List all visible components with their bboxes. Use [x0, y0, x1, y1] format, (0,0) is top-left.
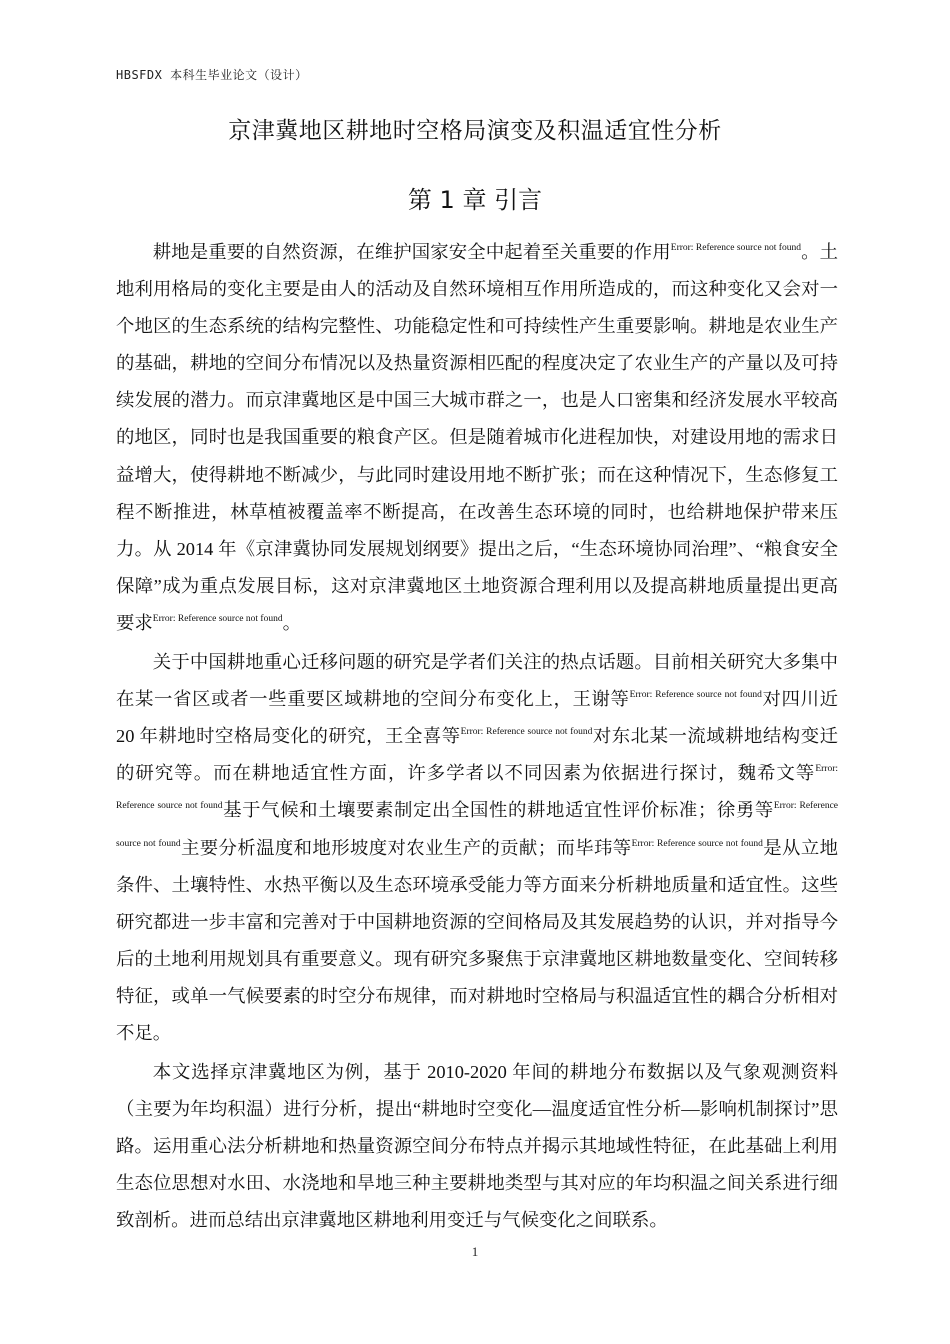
citation-error: Error: Reference source not found [116, 764, 838, 812]
citation-error: Error: Reference source not found [631, 838, 763, 849]
page-number: 1 [471, 1244, 479, 1259]
citation-error: Error: Reference source not found [629, 690, 762, 701]
paragraph-text: 耕地是重要的自然资源，在维护国家安全中起着至关重要的作用 [152, 242, 671, 262]
chapter-heading: 第 1 章 引言 [407, 186, 543, 214]
citation-error: Error: Reference source not found [670, 243, 801, 253]
body-text [116, 234, 838, 1240]
paragraph-text: 基于气候和土壤要素制定出全国性的耕地适宜性评价标准；徐勇等 [222, 800, 774, 821]
citation-error: Error: Reference source not found [460, 727, 593, 738]
paragraph-text: 对东北某一流域耕地结构变迁的研究等。而在耕地适宜性方面，许多学者以不同因素为依据进行探讨，魏希文等 [116, 726, 838, 784]
paragraph-text: 关于中国耕地重心迁移问题的研究是学者们关注的热点话题。目前相关研究大多集中在某一省区或者一些重要区域耕地的空间分布变化上，王谢等 [116, 652, 838, 710]
paragraph-text: 主要分析温度和地形坡度对农业生产的贡献；而毕玮等 [180, 837, 632, 858]
paragraph-text: 是从立地条件、土壤特性、水热平衡以及生态环境承受能力等方面来分析耕地质量和适宜性。这些研究都进一步丰富和完善对于中国耕地资源的空间格局及其发展趋势的认识，并对指导今后的土地利用规划具有重要意义。现有研究多聚焦于京津冀地区耕地数量变化、空间转移特征，或单一气候要素的时空分布规律，而对耕地时空格局与积温适宜性的耦合分析相对不足。 [116, 837, 838, 1043]
running-header: HBSFDX 本科生毕业论文（设计） [116, 68, 308, 82]
paragraph-text: 。土地利用格局的变化主要是由人的活动及自然环境相互作用所造成的，而这种变化又会对一个地区的生态系统的结构完整性、功能稳定性和可持续性产生重要影响。耕地是农业生产的基础，耕地的空间分布情况以及热量资源相匹配的程度决定了农业生产的产量以及可持续发展的潜力。而京津冀地区是中国三大城市群之一，也是人口密集和经济发展水平较高的地区，同时也是我国重要的粮食产区。但是随着城市化进程加快，对建设用地的需求日益增大，使得耕地不断减少，与此同时建设用地不断扩张；而在这种情况下，生态修复工程不断推进，林草植被覆盖率不断提高，在改善生态环境的同时，也给耕地保护带来压力。从 2014 年《京津冀协同发展规划纲要》提出之后，“生态环境协同治理”、“粮食安全保障”成为重点发展目标，这对京津冀地区土地资源合理利用以及提高耕地质量提出更高要求 [116, 242, 838, 633]
paragraph [116, 234, 838, 642]
paragraph [116, 1054, 838, 1239]
paragraph [116, 644, 838, 1052]
thesis-title: 京津冀地区耕地时空格局演变及积温适宜性分析 [228, 118, 722, 144]
paragraph-text: 对四川近 20 年耕地时空格局变化的研究，王全喜等 [116, 689, 838, 747]
citation-error: Error: Reference source not found [152, 613, 283, 624]
paragraph-text: 本文选择京津冀地区为例，基于 2010-2020 年间的耕地分布数据以及气象观测资料（主要为年均积温）进行分析，提出“耕地时空变化—温度适宜性分析—影响机制探讨”思路。运用重心法分析耕地和热量资源空间分布特点并揭示其地域性特征，在此基础上利用生态位思想对水田、水浇地和旱地三种主要耕地类型与其对应的年均积温之间关系进行细致剖析。进而总结出京津冀地区耕地利用变迁与气候变化之间联系。 [116, 1062, 838, 1231]
paragraph-text: 。 [282, 612, 301, 633]
citation-error: Error: Reference source not found [116, 801, 838, 849]
